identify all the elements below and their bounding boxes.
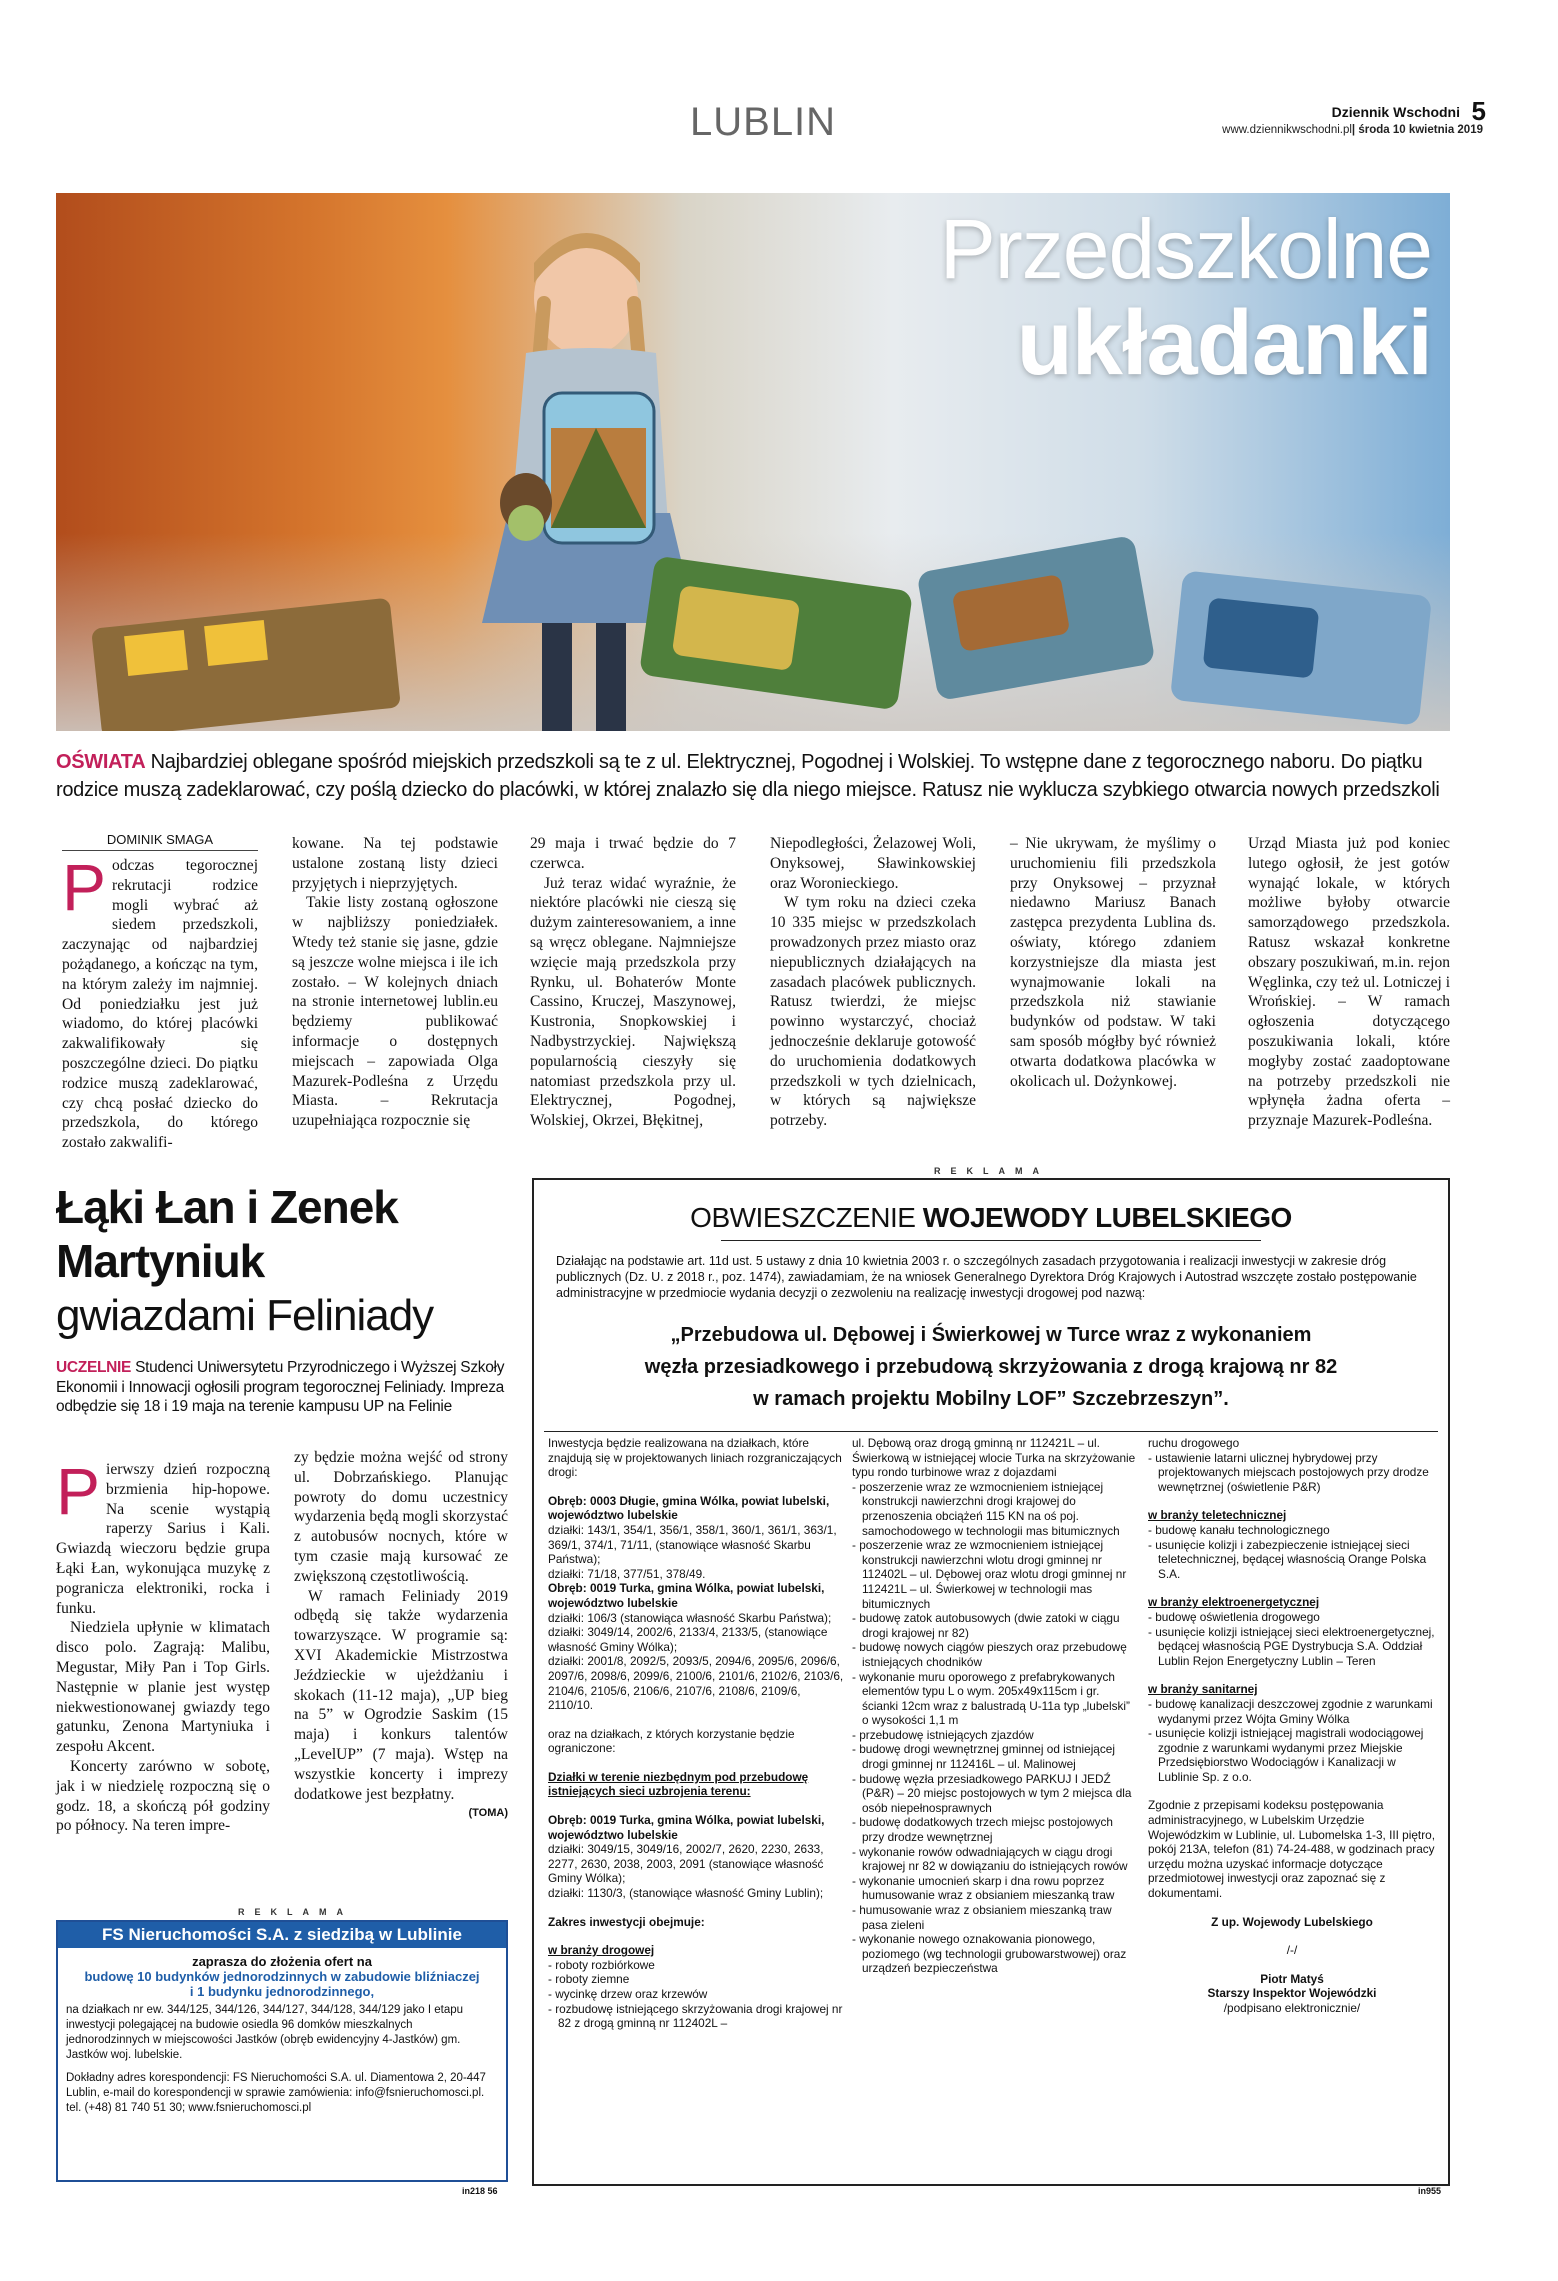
spacer (1148, 1958, 1436, 1972)
ad-body: na działkach nr ew. 344/125, 344/126, 344/127, 344/128, 344/129 jako I etapu inwestycji polegającej na budowie osiedla 96 domków mieszkalnych jednorodzinnych w miejscowości Jastków (obręb ewidencyjny 4-Jastków) gm. Jastków woj. lubelskie. (66, 2004, 464, 2061)
notice-line: w branży drogowej (548, 1943, 655, 1958)
notice-line: Starszy Inspektor Wojewódzki (1207, 1986, 1377, 2001)
notice-line: - ustawienie latarni ulicznej hybrydowej przy projektowanych miejscach postojowych przy drodze wewnętrznej (oświetlenie P&R) (1148, 1450, 1429, 1494)
issue-date: środa 10 kwietnia 2019 (1358, 124, 1483, 136)
ad-contact: Dokładny adres korespondencji: FS Nieruchomości S.A. ul. Diamentowa 2, 20-447 Lublin, e-mail do korespondencji w sprawie zamówienia: info@fsnieruchomosci.pl. tel. (+48) 81 740 51 30; www.fsnieruchomosci.pl (66, 2072, 486, 2114)
section-label: LUBLIN (690, 100, 837, 144)
spacer (548, 1713, 844, 1727)
ad-subject-2: i 1 budynku jednorodzinnego, (189, 1984, 375, 1999)
obw-project-3: w ramach projektu Mobilny LOF” Szczebrzeszyn”. (753, 1388, 1229, 1410)
article1-col2-p2: Takie listy zostaną ogłoszone w najbliższy poniedziałek. Wtedy też stanie się jasne, gdzie są jeszcze wolne miejsca i ile ich zostało. – W kolejnych dniach na stronie internetowej lublin.eu będziemy publikować informacje o dostępnych miejscach – zapowiada Olga Mazurek-Podleśna z Urzędu Miasta. – Rekrutacja uzupełniająca rozpocznie się (292, 894, 498, 1130)
hero-photo (56, 193, 1450, 731)
spacer (1148, 1901, 1436, 1915)
article1-col3-p2: Już teraz widać wyraźnie, że niektóre placówki nie cieszą się dużym zainteresowaniem, a inne są wręcz oblegane. Najmniejsze wzięcie mają przedszkola przy Rynku, ul. Bohaterów Monte Cassino, Kruczej, Maszynowej, Kustronia, Snopkowskiej i Nadbystrzyckiej. Największą popularnością cieszyły się natomiast przedszkola przy ul. Elektrycznej, Pogodnej, Wolskiej, Okrzei, Błękitnej, (530, 874, 736, 1130)
notice-line: - usunięcie kolizji i zabezpieczenie istniejącej sieci teletechnicznej, będącej własnością Orange Polska S.A. (1148, 1537, 1427, 1581)
article1-col3-p1: 29 maja i trwać będzie do 7 czerwca. (530, 835, 736, 872)
notice-line: działki: 143/1, 354/1, 356/1, 358/1, 360/1, 361/1, 363/1, 369/1, 374/1, 71/11, (stanowiące własność Skarbu Państwa); (548, 1522, 837, 1567)
spacer (548, 1756, 844, 1770)
site-url[interactable]: www.dziennikwschodni.pl (1222, 124, 1352, 136)
notice-line: działki: 71/18, 377/51, 378/49. (548, 1566, 706, 1581)
notice-line: - budowę kanału technologicznego (1148, 1522, 1330, 1537)
spacer (548, 1901, 844, 1915)
header-url-date (1222, 124, 1483, 136)
obw-title (534, 1202, 1448, 1234)
notice-line: - budowę zatok autobusowych (dwie zatoki w ciągu drogi krajowej nr 82) (852, 1611, 1120, 1640)
notice-line: Z up. Wojewody Lubelskiego (1211, 1914, 1373, 1929)
ad-invite: zaprasza do złożenia ofert na (192, 1954, 372, 1969)
notice-line: Obręb: 0003 Długie, gmina Wólka, powiat lubelski, województwo lubelskie (548, 1493, 830, 1523)
paper-name: Dziennik Wschodni (1331, 104, 1460, 120)
notice-line: w branży sanitarnej (1148, 1682, 1258, 1697)
article2-tag: UCZELNIE (56, 1359, 132, 1376)
notice-line: działki: 1130/3, (stanowiące własność Gminy Lublin); (548, 1886, 824, 1901)
article2-dropcap: P (56, 1454, 101, 1528)
article1-col6-p1: Urząd Miasta już pod koniec lutego ogłosił, że jest gotów wynająć lokale, w których możliwe byłoby otwarcie samorządowego przedszkola. Ratusz wskazał konkretne obszary poszukiwań, m.in. rejon Węglinka, czy też ul. Lotniczej i Wrońskiej. – W ramach ogłoszenia dotyczącego poszukiwania lokali, które mogłyby zostać zaadoptowane na potrzeby przedszkoli nie wpłynęła żadna oferta – przyznaje Mazurek-Podleśna. (1248, 835, 1450, 1130)
obw-title-b: WOJEWODY LUBELSKIEGO (922, 1202, 1292, 1233)
notice-line: - budowę węzła przesiadkowego PARKUJ I JEDŹ (P&R) – 20 miejsc postojowych w tym 2 miejsca dla osób niepełnosprawnych (852, 1771, 1132, 1815)
notice-line: Zakres inwestycji obejmuje: (548, 1914, 705, 1929)
notice-line: - budowę dodatkowych trzech miejsc postojowych przy drodze wewnętrznej (852, 1815, 1113, 1845)
obw-code: in955 (1418, 2186, 1442, 2196)
separator: | (1351, 124, 1356, 136)
article2-col2-p2: W ramach Feliniady 2019 odbędą się także wydarzenia towarzyszące. W programie są: XVI Akademickie Mistrzostwa Jeździeckie w ujeżdżaniu i skokach (11-12 maja), „UP bieg na 5” w Ogrodzie Saskim (15 maja) i konkurs talentów „LevelUP” (7 maja). Wstęp na wszystkie koncerty i imprezy dodatkowe jest bezpłatny. (294, 1587, 508, 1803)
article2-title (56, 1180, 526, 1344)
page-number: 5 (1471, 96, 1486, 126)
obw-col2 (852, 1436, 1136, 1976)
article2-title-line3: gwiazdami Feliniady (56, 1291, 434, 1340)
spacer (548, 1929, 844, 1943)
article1-col5-p1: – Nie ukrywam, że myślimy o uruchomieniu fili przedszkola przy Onyksowej – przyznał niedawno Mariusz Banach zastępca prezydenta Lublina ds. oświaty, którego zdaniem korzystniejsze dla miasta jest wynajmowanie lokali na przedszkola niż stawianie budynków od podstaw. W taki sam sposób mógłby być również otwarta dodatkowa placówka w okolicach ul. Dożynkowej. (1010, 835, 1216, 1090)
article1-col5 (1010, 834, 1216, 1091)
notice-line: - humusowanie wraz z obsianiem mieszanką traw pasa zieleni (852, 1903, 1112, 1932)
notice-line: - budowę drogi wewnętrznej gminnej od istniejącej drogi gminnej nr 112416L – ul. Malinowej (852, 1742, 1115, 1772)
notice-line: ul. Dębową oraz drogą gminną nr 112421L – ul. Świerkową w istniejącej wlocie Turka na skrzyżowanie typu rondo turbinowe wraz z dojazdami (852, 1436, 1136, 1480)
notice-line: Inwestycja będzie realizowana na działkach, które znajdują się w projektowanych liniach rozgraniczających drogi: (548, 1436, 842, 1480)
article1-lead (56, 748, 1450, 804)
spacer (1148, 1784, 1436, 1798)
notice-line: działki: 3049/14, 2002/6, 2133/4, 2133/5, (stanowiące własność Gminy Wólka); (548, 1625, 828, 1654)
reklama-label-right: REKLAMA (934, 1166, 1049, 1176)
article1-col3 (530, 834, 736, 1131)
article2-col1-p1 (56, 1454, 270, 1618)
notice-line: - poszerzenie wraz ze wzmocnieniem istniejącej konstrukcji nawierzchni drogi krajowej do przenoszenia obciążeń 115 KN na oś poj. samochodowego w technologii mas bitumicznych (852, 1479, 1120, 1538)
notice-line: - usunięcie kolizji istniejącej sieci elektroenergetycznej, będącej własnością PGE Dystrybucja S.A. Oddział Lublin Rejon Energetyczny Lublin – Teren (1148, 1624, 1435, 1668)
notice-line: /-/ (1286, 1943, 1298, 1958)
spacer (1148, 1581, 1436, 1595)
obw-rule (544, 1431, 1438, 1432)
spacer (548, 1799, 844, 1813)
hero-title (939, 202, 1432, 394)
lead-tag: OŚWIATA (56, 751, 146, 773)
obw-title-rule (721, 1240, 1261, 1241)
notice-line: - roboty ziemne (548, 1972, 630, 1987)
notice-line: - roboty rozbiórkowe (548, 1957, 655, 1972)
ad-fs-nieruchomosci (56, 1920, 508, 2182)
article1-dropcap: P (62, 850, 107, 924)
obw-col1 (548, 1436, 844, 2031)
notice-line: - wykonanie rowów odwadniających w ciągu drogi krajowej nr 82 w dowiązaniu do istniejących rowów (852, 1844, 1128, 1874)
notice-line: - przebudowę istniejących zjazdów (852, 1727, 1034, 1742)
article2-title-line1: Łąki Łan i Zenek (56, 1181, 398, 1233)
spacer (1148, 1929, 1436, 1943)
notice-line: - rozbudowę istniejącego skrzyżowania drogi krajowej nr 82 z drogą gminną nr 112402L – (548, 2001, 843, 2031)
article2-col1-p2: Niedziela upłynie w klimatach disco polo. Zagrają: Malibu, Megustar, Miły Pan i Top Girls. Następnie w planie jest występ niekwestionowanej gwiazdy tego gatunku, Zenona Martyniuka i zespołu Akcent. (56, 1619, 270, 1756)
ad-small-code: in218 56 (462, 2186, 498, 2196)
article2-col1 (56, 1454, 270, 1836)
hero-title-line2: układanki (1016, 292, 1432, 394)
byline: DOMINIK SMAGA (62, 832, 258, 847)
article2-col2 (294, 1448, 508, 1824)
obw-title-a: OBWIESZCZENIE (690, 1202, 916, 1233)
notice-line: - wykonanie muru oporowego z prefabrykowanych elementów typu L o wym. 205x49x115cm i gr. ścianki 12cm wraz z balustradą U-11a typ „lubelski” o wysokości 1,1 m (852, 1669, 1130, 1728)
notice-line: w branży elektroenergetycznej (1148, 1595, 1320, 1610)
obw-col3 (1148, 1436, 1436, 2016)
reklama-label-left: REKLAMA (238, 1907, 353, 1917)
article2-title-line2: Martyniuk (56, 1235, 265, 1287)
article2-col1-p3: Koncerty zarówno w sobotę, jak i w niedzielę rozpoczną się o godz. 18, a skończą pół godziny po północy. Na teren impre- (56, 1757, 270, 1835)
obwieszczenie-box (532, 1178, 1450, 2186)
notice-line: - budowę kanalizacji deszczowej zgodnie z warunkami wydanymi przez Wójta Gminy Wólka (1148, 1696, 1433, 1726)
article1-col4-p2: W tym roku na dzieci czeka 10 335 miejsc w przedszkolach prowadzonych przez miasto oraz niepublicznych działających na zasadach placówek publicznych. Ratusz twierdzi, że miejsc powinno wystarczyć, chociaż jednocześnie deklaruje gotowość do uruchomienia dodatkowych przedszkoli w tych dzielnicach, w których są największe potrzeby. (770, 894, 976, 1130)
notice-line: - wycinkę drzew oraz krzewów (548, 1987, 708, 2001)
article2-col1-p1-text: ierwszy dzień rozpoczną brzmienia hip-hopowe. Na scenie wystąpią raperzy Sarius i Kali. Gwiazdą wieczoru będzie grupa Łąki Łan, wykonująca muzykę z pogranicza elektroniki, rocka i funku. (56, 1461, 270, 1617)
notice-line: Obręb: 0019 Turka, gmina Wólka, powiat lubelski, województwo lubelskie (548, 1581, 825, 1610)
notice-line: - budowę nowych ciągów pieszych oraz przebudowę istniejących chodników (852, 1640, 1127, 1669)
notice-line: - budowę oświetlenia drogowego (1148, 1609, 1320, 1624)
hero-title-line1: Przedszkolne (939, 202, 1432, 296)
notice-line: Działki w terenie niezbędnym pod przebudowę istniejących sieci uzbrojenia terenu: (548, 1769, 809, 1799)
notice-line: oraz na działkach, z których korzystanie będzie ograniczone: (548, 1726, 795, 1756)
article1-col4-p1: Niepodległości, Żelazowej Woli, Onyksowej, Sławinkowskiej oraz Woronieckiego. (770, 835, 976, 892)
notice-line: - wykonanie nowego oznakowania pionowego, poziomego (wg technologii grubowarstwowej) oraz urządzeń bezpieczeństwa (852, 1932, 1127, 1976)
masthead (0, 90, 1558, 150)
ad-subject-1: budowę 10 budynków jednorodzinnych w zabudowie bliźniaczej (84, 1969, 480, 1984)
spacer (1148, 1668, 1436, 1682)
article1-col2-p1: kowane. Na tej podstawie ustalone zostaną listy dzieci przyjętych i nieprzyjętych. (292, 835, 498, 892)
article2-lead-text: Studenci Uniwersytetu Przyrodniczego i Wyższej Szkoły Ekonomii i Innowacji ogłosili program tegorocznej Feliniady. Impreza odbędzie się 18 i 19 maja na terenie kampusu UP na Felinie (56, 1359, 505, 1415)
notice-line: /podpisano elektronicznie/ (1223, 2001, 1361, 2015)
article1-col2 (292, 834, 498, 1131)
notice-line: ruchu drogowego (1148, 1436, 1240, 1450)
article2-lead (56, 1358, 526, 1417)
puzzle-pieces-floor (91, 535, 1432, 731)
article2-col2-p1: zy będzie można wejść od strony ul. Dobrzańskiego. Planując powroty do domu uczestnicy wydarzenia będą mogli skorzystać z autobusów nocnych, które w tym czasie mają kursować ze zwiększoną częstotliwością. (294, 1449, 508, 1585)
spacer (1148, 1494, 1436, 1508)
notice-line: Obręb: 0019 Turka, gmina Wólka, powiat lubelski, województwo lubelskie (548, 1813, 825, 1842)
notice-line: działki: 3049/15, 3049/16, 2002/7, 2620, 2230, 2633, 2277, 2630, 2038, 2003, 2091 (stanowiące własność Gminy Wólka); (548, 1842, 824, 1886)
notice-line: w branży teletechnicznej (1148, 1508, 1287, 1523)
notice-line: - usunięcie kolizji istniejącej magistrali wodociągowej zgodnie z warunkami wydanymi przez Miejskie Przedsiębiorstwo Wodociągów i Kanalizacji w Lublinie Sp. z o.o. (1148, 1726, 1424, 1784)
notice-line: - wykonanie umocnień skarp i dna rowu poprzez humusowanie wraz z obsianiem mieszanką traw (852, 1873, 1115, 1903)
article2-author: (TOMA) (468, 1807, 508, 1820)
notice-line: - poszerzenie wraz ze wzmocnieniem istniejącej konstrukcji nawierzchni wlotu drogi gminnej nr 112402L – ul. Dębowej oraz wlotu drogi gminnej nr 112421L – ul. Świerkowej w technologii mas bitumicznych (852, 1538, 1127, 1611)
obw-project (534, 1319, 1448, 1415)
notice-line: Zgodnie z przepisami kodeksu postępowania administracyjnego, w Lubelskim Urzędzie Wojewódzkim w Lublinie, ul. Lubomelska 1-3, III piętro, pokój 213A, telefon (81) 74-24-488, w godzinach pracy urzędu można uzyskać informacje dotyczące przedmiotowej inwestycji oraz zapoznać się z dokumentami. (1148, 1798, 1435, 1901)
notice-line: działki: 2001/8, 2092/5, 2093/5, 2094/6, 2095/6, 2096/6, 2097/6, 2098/6, 2099/6, 2100/6, 2101/6, 2102/6, 2103/6, 2104/6, 2105/6, 2106/6, 2107/6, 2108/6, 2109/6, 2110/10. (548, 1654, 844, 1713)
article1-col1 (62, 850, 258, 1153)
obw-project-1: „Przebudowa ul. Dębowej i Świerkowej w Turce wraz z wykonaniem (670, 1324, 1312, 1346)
ad-header: FS Nieruchomości S.A. z siedzibą w Lublinie (58, 1922, 506, 1948)
lead-text: Najbardziej oblegane spośród miejskich przedszkoli są te z ul. Elektrycznej, Pogodnej i Wolskiej. To wstępne dane z tegorocznego naboru. Do piątku rodzice muszą zadeklarować, czy poślą dziecko do placówki, w której znalazło się dla niego miejsce. Ratusz nie wyklucza szybkiego otwarcia nowych przedszkoli (56, 751, 1440, 801)
notice-line: Piotr Matyś (1260, 1971, 1324, 1986)
article1-col1-p1: odczas tegorocznej rekrutacji rodzice mogli wybrać aż siedem przedszkoli, zaczynając od najbardziej pożądanego, a kończąc na tym, na którym zależy im najmniej. Od poniedziałku jest już wiadomo, do której placówki zakwalifikowały się poszczególne dzieci. Do piątku rodzice muszą zadeklarować, czy chcą posłać dziecko do przedszkola, do którego zostało zakwalifi- (62, 857, 258, 1152)
spacer (548, 1480, 844, 1494)
obw-project-2: węzła przesiadkowego i przebudową skrzyżowania z drogą krajową nr 82 (644, 1356, 1338, 1378)
obw-intro: Działając na podstawie art. 11d ust. 5 ustawy z dnia 10 kwietnia 2003 r. o szczególnych zasadach przygotowania i realizacji inwestycji w zakresie dróg publicznych (Dz. U. z 2018 r., poz. 1474), zawiadamiam, że na wniosek Generalnego Dyrektora Dróg Krajowych i Autostrad wszczęte zostało postępowanie administracyjne w przedmiocie wydania decyzji o zezwoleniu na realizację inwestycji drogowej pod nazwą: (556, 1254, 1417, 1300)
notice-line: działki: 106/3 (stanowiąca własność Skarbu Państwa); (548, 1610, 832, 1625)
article1-col4 (770, 834, 976, 1131)
article1-col6 (1248, 834, 1450, 1131)
